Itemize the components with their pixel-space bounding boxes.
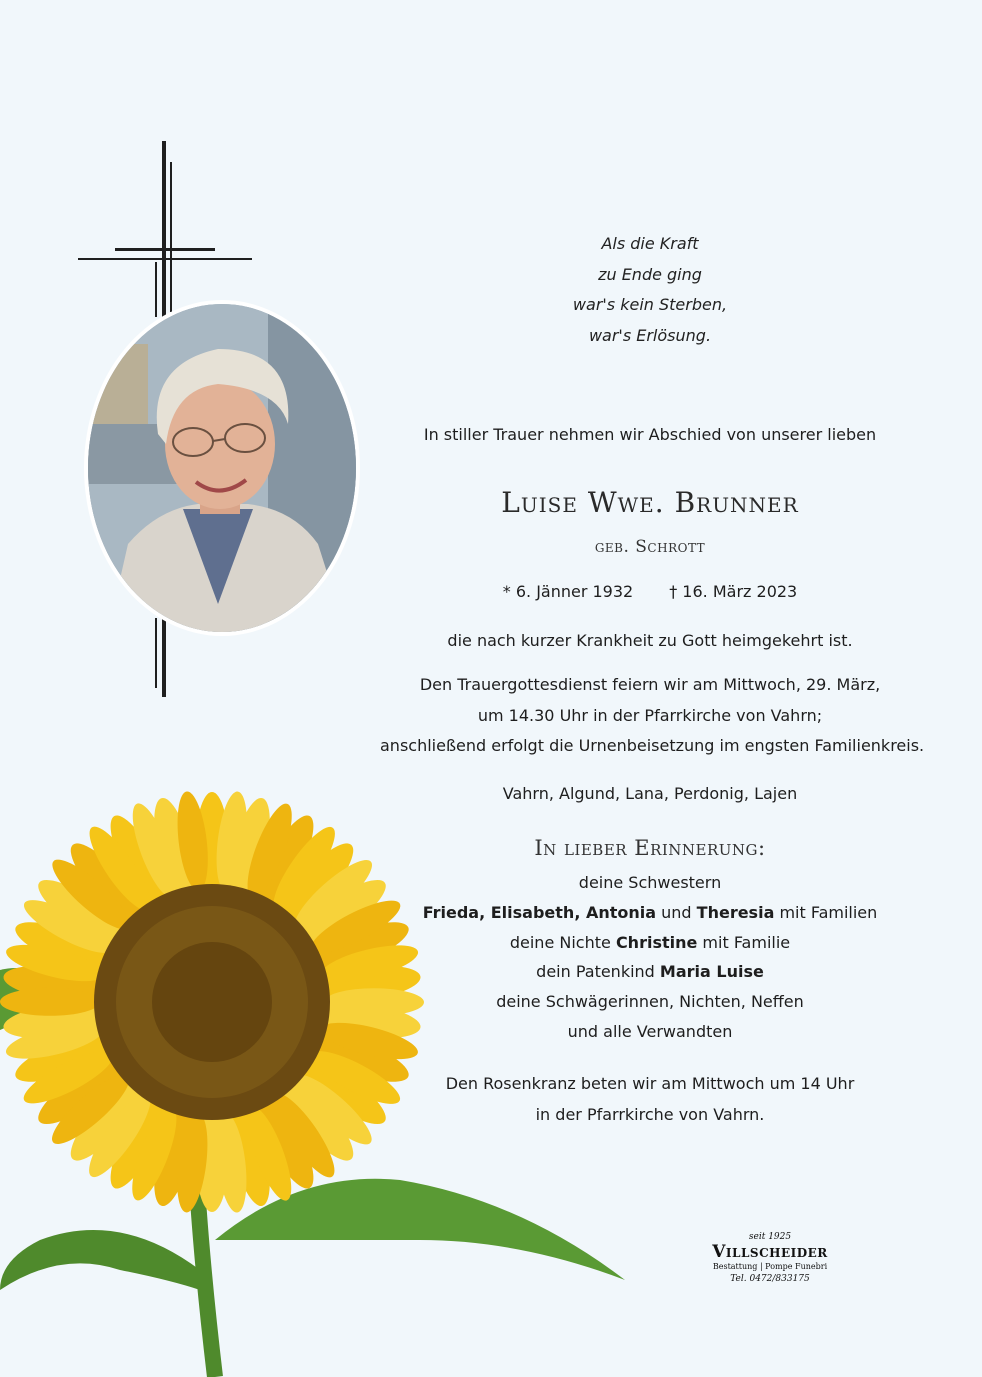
logo-phone: Tel. 0472/833175 (730, 1274, 810, 1284)
sisters-names: Frieda, Elisabeth, Antonia (422, 902, 657, 922)
conjunction: und (656, 902, 697, 922)
rosary-line: Den Rosenkranz beten wir am Mittwoch um 14 Uhr (445, 1074, 855, 1093)
funeral-service-info (380, 670, 925, 762)
cross-accent-line (155, 262, 157, 317)
service-line: anschließend erfolgt die Urnenbeisetzung im engsten Familienkreis. (380, 736, 925, 755)
intro-text: In stiller Trauer nehmen wir Abschied von unserer lieben (423, 425, 877, 444)
rosary-line: in der Pfarrkirche von Vahrn. (535, 1104, 765, 1124)
godchild-name: Maria Luise (659, 962, 764, 982)
motto-line: war's kein Sterben, (572, 295, 728, 314)
sister-theresia: Theresia (696, 902, 775, 922)
memory-heading: In lieber Erinnerung: (534, 836, 766, 860)
maiden-name: geb. Schrott (594, 537, 706, 557)
cross-accent-line (170, 162, 172, 312)
sunflower-petal (0, 988, 100, 1016)
mourners-line: und alle Verwandten (567, 1021, 733, 1041)
niece-name: Christine (615, 932, 698, 952)
logo-brand: Villscheider (712, 1242, 828, 1262)
motto-line: war's Erlösung. (588, 325, 712, 345)
sunflower-leaf (0, 1230, 200, 1290)
portrait-illustration (88, 304, 356, 632)
sunflower-petal (324, 988, 424, 1016)
birth-date: * 6. Jänner 1932 (502, 582, 634, 601)
funeral-home-logo (690, 1232, 850, 1284)
motto-line: Als die Kraft (601, 234, 699, 253)
godchild-label: dein Patenkind (536, 962, 660, 982)
sunflower-center-core (152, 942, 272, 1062)
logo-subtitle: Bestattung | Pompe Funebri (712, 1262, 828, 1271)
death-date: † 16. März 2023 (669, 582, 798, 601)
passing-note: die nach kurzer Krankheit zu Gott heimgekehrt ist. (447, 631, 853, 650)
service-line: um 14.30 Uhr in der Pfarrkirche von Vahrn; (477, 705, 823, 725)
mourners-line: deine Schwestern (578, 873, 722, 892)
cross-horizontal-beam (115, 248, 215, 251)
cross-accent-line (78, 258, 252, 260)
with-families: mit Familien (774, 902, 878, 922)
with-family: mit Familie (697, 932, 791, 952)
sunflower-illustration (0, 770, 640, 1377)
niece-label: deine Nichte (509, 932, 616, 952)
logo-since: seit 1925 (748, 1232, 792, 1242)
service-line: Den Trauergottesdienst feiern wir am Mittwoch, 29. März, (419, 675, 881, 694)
places-list: Vahrn, Algund, Lana, Perdonig, Lajen (502, 784, 798, 803)
portrait-photo (88, 304, 356, 632)
mourners-line: deine Schwägerinnen, Nichten, Neffen (496, 992, 804, 1012)
life-dates (380, 582, 920, 601)
cross-accent-line (155, 618, 157, 688)
motto-line: zu Ende ging (598, 264, 702, 284)
memorial-motto (510, 229, 790, 351)
deceased-name: Luise Wwe. Brunner (501, 486, 799, 519)
